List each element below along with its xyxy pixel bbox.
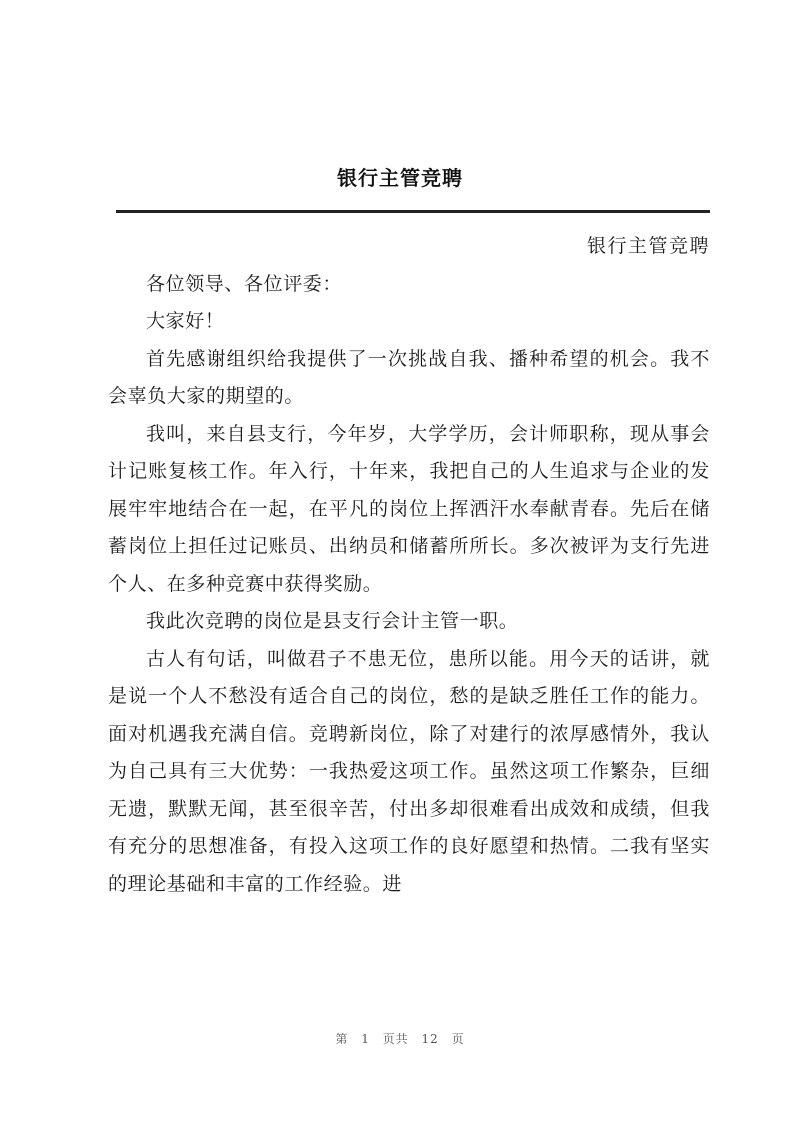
footer-suffix: 页 xyxy=(451,1032,465,1046)
paragraph: 古人有句话，叫做君子不患无位，患所以能。用今天的话讲，就是说一个人不愁没有适合自己的岗位，愁的是缺乏胜任工作的能力。面对机遇我充满自信。竞聘新岗位，除了对建行的浓厚感情外，我认为自己具有三大优势：一我热爱这项工作。虽然这项工作繁杂，巨细无遗，默默无闻，甚至很辛苦，付出多却很难看出成效和成绩，但我有充分的思想准备，有投入这项工作的良好愿望和热情。二我有坚实的理论基础和丰富的工作经验。进 xyxy=(108,647,710,895)
current-page-number: 1 xyxy=(361,1032,370,1046)
paragraph: 我此次竞聘的岗位是县支行会计主管一职。 xyxy=(146,610,519,632)
total-pages-number: 12 xyxy=(421,1032,439,1046)
page-footer xyxy=(0,1030,800,1047)
footer-middle: 页共 xyxy=(382,1032,409,1046)
document-body xyxy=(108,228,710,903)
greeting: 大家好！ xyxy=(146,310,225,332)
paragraph: 首先感谢组织给我提供了一次挑战自我、播种希望的机会。我不会辜负大家的期望的。 xyxy=(108,347,710,407)
document-title: 银行主管竞聘 xyxy=(337,166,463,190)
title-divider xyxy=(116,210,710,213)
paragraph: 我叫，来自县支行，今年岁，大学学历，会计师职称，现从事会计记账复核工作。年入行，十年来，我把自己的人生追求与企业的发展牢牢地结合在一起，在平凡的岗位上挥洒汗水奉献青春。先后在储蓄岗位上担任过记账员、出纳员和储蓄所所长。多次被评为支行先进个人、在多种竞赛中获得奖励。 xyxy=(108,422,710,595)
subheading: 银行主管竞聘 xyxy=(586,235,710,257)
salutation: 各位领导、各位评委： xyxy=(146,272,343,295)
footer-prefix: 第 xyxy=(335,1032,349,1046)
